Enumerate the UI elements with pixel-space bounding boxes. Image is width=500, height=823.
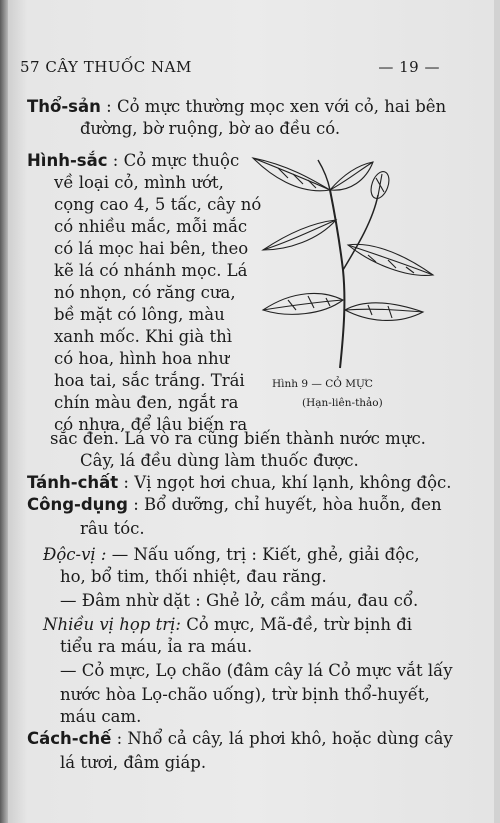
hinh-sac-line: có nhựa, để lâu biến ra xyxy=(54,415,248,434)
nhieu-vi-line-1: Nhiều vị họp trị: Cỏ mực, Mã-đề, trừ bịnh đi xyxy=(43,615,413,634)
hinh-sac-line: sắc đen. Lá vò ra cũng biến thành nước mực. xyxy=(50,429,426,448)
hinh-sac-line: có lá mọc hai bên, theo xyxy=(54,239,249,258)
hinh-sac-line: có nhiều mắc, mỗi mắc xyxy=(54,217,248,236)
nhieu-vi-line-5: máu cam. xyxy=(60,707,142,726)
cach-che-line-1: Cách-chế : Nhổ cả cây, lá phơi khô, hoặc dùng cây xyxy=(27,729,453,748)
tanh-chat-line: Tánh-chất : Vị ngọt hơi chua, khí lạnh, không độc. xyxy=(27,473,452,492)
cong-dung-line-2: râu tóc. xyxy=(80,519,145,538)
hinh-sac-line: chín màu đen, ngắt ra xyxy=(54,393,239,412)
hinh-sac-line: có hoa, hình hoa như xyxy=(54,349,230,368)
tho-san-line-1: Thổ-sản : Cỏ mực thường mọc xen với cỏ, hai bên xyxy=(27,97,447,116)
page-header xyxy=(20,58,440,76)
cong-dung-line-1: Công-dụng : Bổ dưỡng, chỉ huyết, hòa huỗn, đen xyxy=(27,495,442,514)
nhieu-vi-line-2: tiểu ra máu, ỉa ra máu. xyxy=(60,637,253,656)
hinh-sac-line: về loại cỏ, mình ướt, xyxy=(54,173,224,192)
co-muc-plant-illustration xyxy=(248,150,438,372)
hinh-sac-line: bề mặt có lông, màu xyxy=(54,305,225,324)
book-title: 57 CÂY THUỐC NAM xyxy=(20,58,192,76)
hinh-sac-line: nó nhọn, có răng cưa, xyxy=(54,283,236,302)
term-cong-dung: Công-dụng xyxy=(27,495,128,514)
hinh-sac-line: Cây, lá đều dùng làm thuốc được. xyxy=(80,451,359,470)
term-nhieu-vi: Nhiều vị họp trị: xyxy=(43,615,181,634)
hinh-sac-line: cọng cao 4, 5 tấc, cây nó xyxy=(54,195,262,214)
hinh-sac-line: hoa tai, sắc trắng. Trái xyxy=(54,371,245,390)
hinh-sac-line-1: Hình-sắc : Cỏ mực thuộc xyxy=(27,151,240,170)
page-gutter xyxy=(0,0,8,823)
figure-caption: Hình 9 — CỎ MỰC xyxy=(272,378,373,390)
cach-che-line-2: lá tươi, đâm giáp. xyxy=(60,753,207,772)
doc-vi-line-1: Độc-vị : — Nấu uống, trị : Kiết, ghẻ, giải độc, xyxy=(43,545,420,564)
nhieu-vi-line-4: nước hòa Lọ-chão uống), trừ bịnh thổ-huyết, xyxy=(60,685,430,704)
term-doc-vi: Độc-vị : xyxy=(43,545,107,564)
term-hinh-sac: Hình-sắc xyxy=(27,151,108,170)
term-tanh-chat: Tánh-chất xyxy=(27,473,119,492)
hinh-sac-line: kẽ lá có nhánh mọc. Lá xyxy=(54,261,248,280)
page-number: — 19 — xyxy=(378,58,440,76)
term-cach-che: Cách-chế xyxy=(27,729,112,748)
tho-san-line-2: đường, bờ ruộng, bờ ao đều có. xyxy=(80,119,341,138)
hinh-sac-line: xanh mốc. Khi già thì xyxy=(54,327,233,346)
nhieu-vi-line-3: — Cỏ mực, Lọ chão (đâm cây lá Cỏ mực vắt lấy xyxy=(60,661,453,680)
term-tho-san: Thổ-sản xyxy=(27,97,101,116)
doc-vi-line-3: — Đâm nhừ dặt : Ghẻ lở, cầm máu, đau cổ. xyxy=(60,591,419,610)
figure-subcaption: (Hạn-liên-thảo) xyxy=(302,397,383,409)
doc-vi-line-2: ho, bổ tim, thối nhiệt, đau răng. xyxy=(60,567,327,586)
